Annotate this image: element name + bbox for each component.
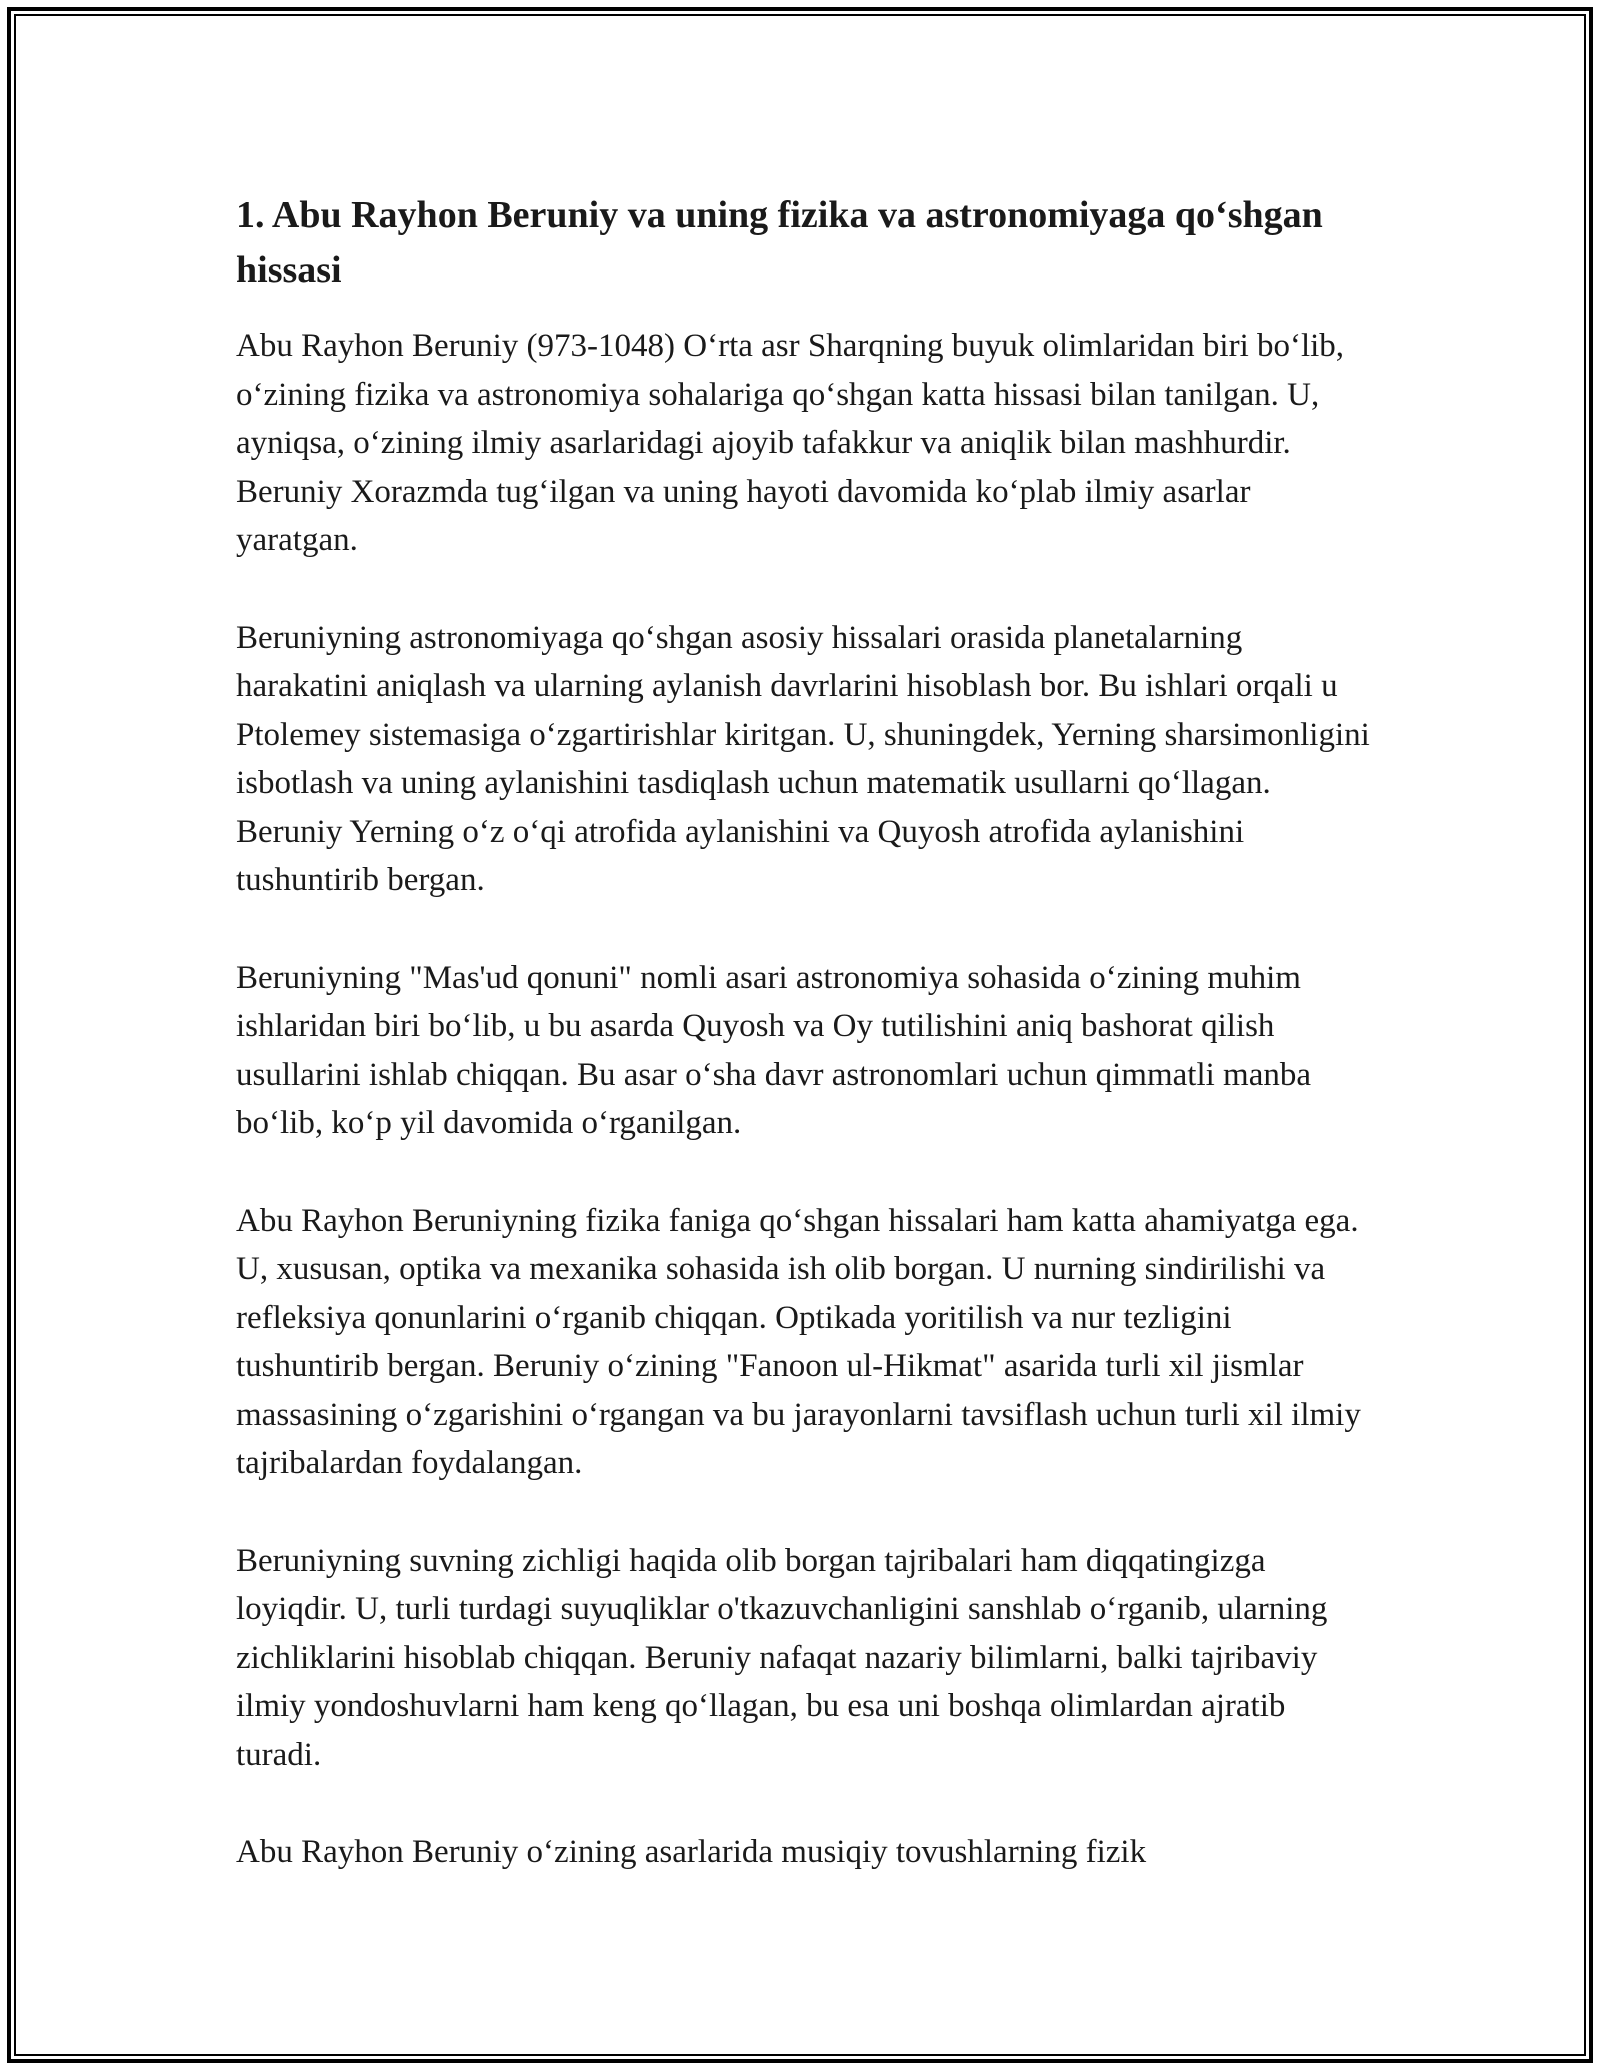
- paragraph-4: Abu Rayhon Beruniyning fizika faniga qo‘shgan hissalari ham katta ahamiyatga ega. U, xususan, optika va mexanika sohasida ish olib borgan. U nurning sindirilishi va refleksiya qonunlarini o‘rganib chiqqan. Optikada yoritilish va nur tezligini tushuntirib bergan. Beruniy o‘zining "Fanoon ul-Hikmat" asarida turli xil jismlar massasining o‘zgarishini o‘rgangan va bu jarayonlarni tavsiflash uchun turli xil ilmiy tajribalardan foydalangan.: [236, 1202, 1361, 1481]
- paragraph-2: Beruniyning astronomiyaga qo‘shgan asosiy hissalari orasida planetalarning harakatini aniqlash va ularning aylanish davrlarini hisoblash bor. Bu ishlari orqali u Ptolemey sistemasiga o‘zgartirishlar kiritgan. U, shuningdek, Yerning sharsimonligini isbotlash va uning aylanishini tasdiqlash uchun matematik usullarni qo‘llagan. Beruniy Yerning o‘z o‘qi atrofida aylanishini va Quyosh atrofida aylanishini tushuntirib bergan.: [236, 619, 1370, 898]
- paragraph-1: Abu Rayhon Beruniy (973-1048) O‘rta asr Sharqning buyuk olimlaridan biri bo‘lib, o‘zining fizika va astronomiya sohalariga qo‘shgan katta hissasi bilan tanilgan. U, ayniqsa, o‘zining ilmiy asarlaridagi ajoyib tafakkur va aniqlik bilan mashhurdir. Beruniy Xorazmda tug‘ilgan va uning hayoti davomida ko‘plab ilmiy asarlar yaratgan.: [236, 328, 1345, 558]
- paragraph-3: Beruniyning "Mas'ud qonuni" nomli asari astronomiya sohasida o‘zining muhim ishlaridan biri bo‘lib, u bu asarda Quyosh va Oy tutilishini aniq bashorat qilish usullarini ishlab chiqqan. Bu asar o‘sha davr astronomlari uchun qimmatli manba bo‘lib, ko‘p yil davomida o‘rganilgan.: [236, 959, 1311, 1141]
- paragraph-5: Beruniyning suvning zichligi haqida olib borgan tajribalari ham diqqatingizga loyiqdir. U, turli turdagi suyuqliklar o'tkazuvchanligini sanshlab o‘rganib, ularning zichliklarini hisoblab chiqqan. Beruniy nafaqat nazariy bilimlarni, balki tajribaviy ilmiy yondoshuvlarni ham keng qo‘llagan, bu esa uni boshqa olimlardan ajratib turadi.: [236, 1542, 1328, 1773]
- document-body: [236, 188, 1376, 1926]
- paragraph-6: Abu Rayhon Beruniy o‘zining asarlarida musiqiy tovushlarning fizik: [236, 1834, 1147, 1870]
- document-title: 1. Abu Rayhon Beruniy va uning fizika va astronomiyaga qo‘shgan hissasi: [236, 194, 1323, 291]
